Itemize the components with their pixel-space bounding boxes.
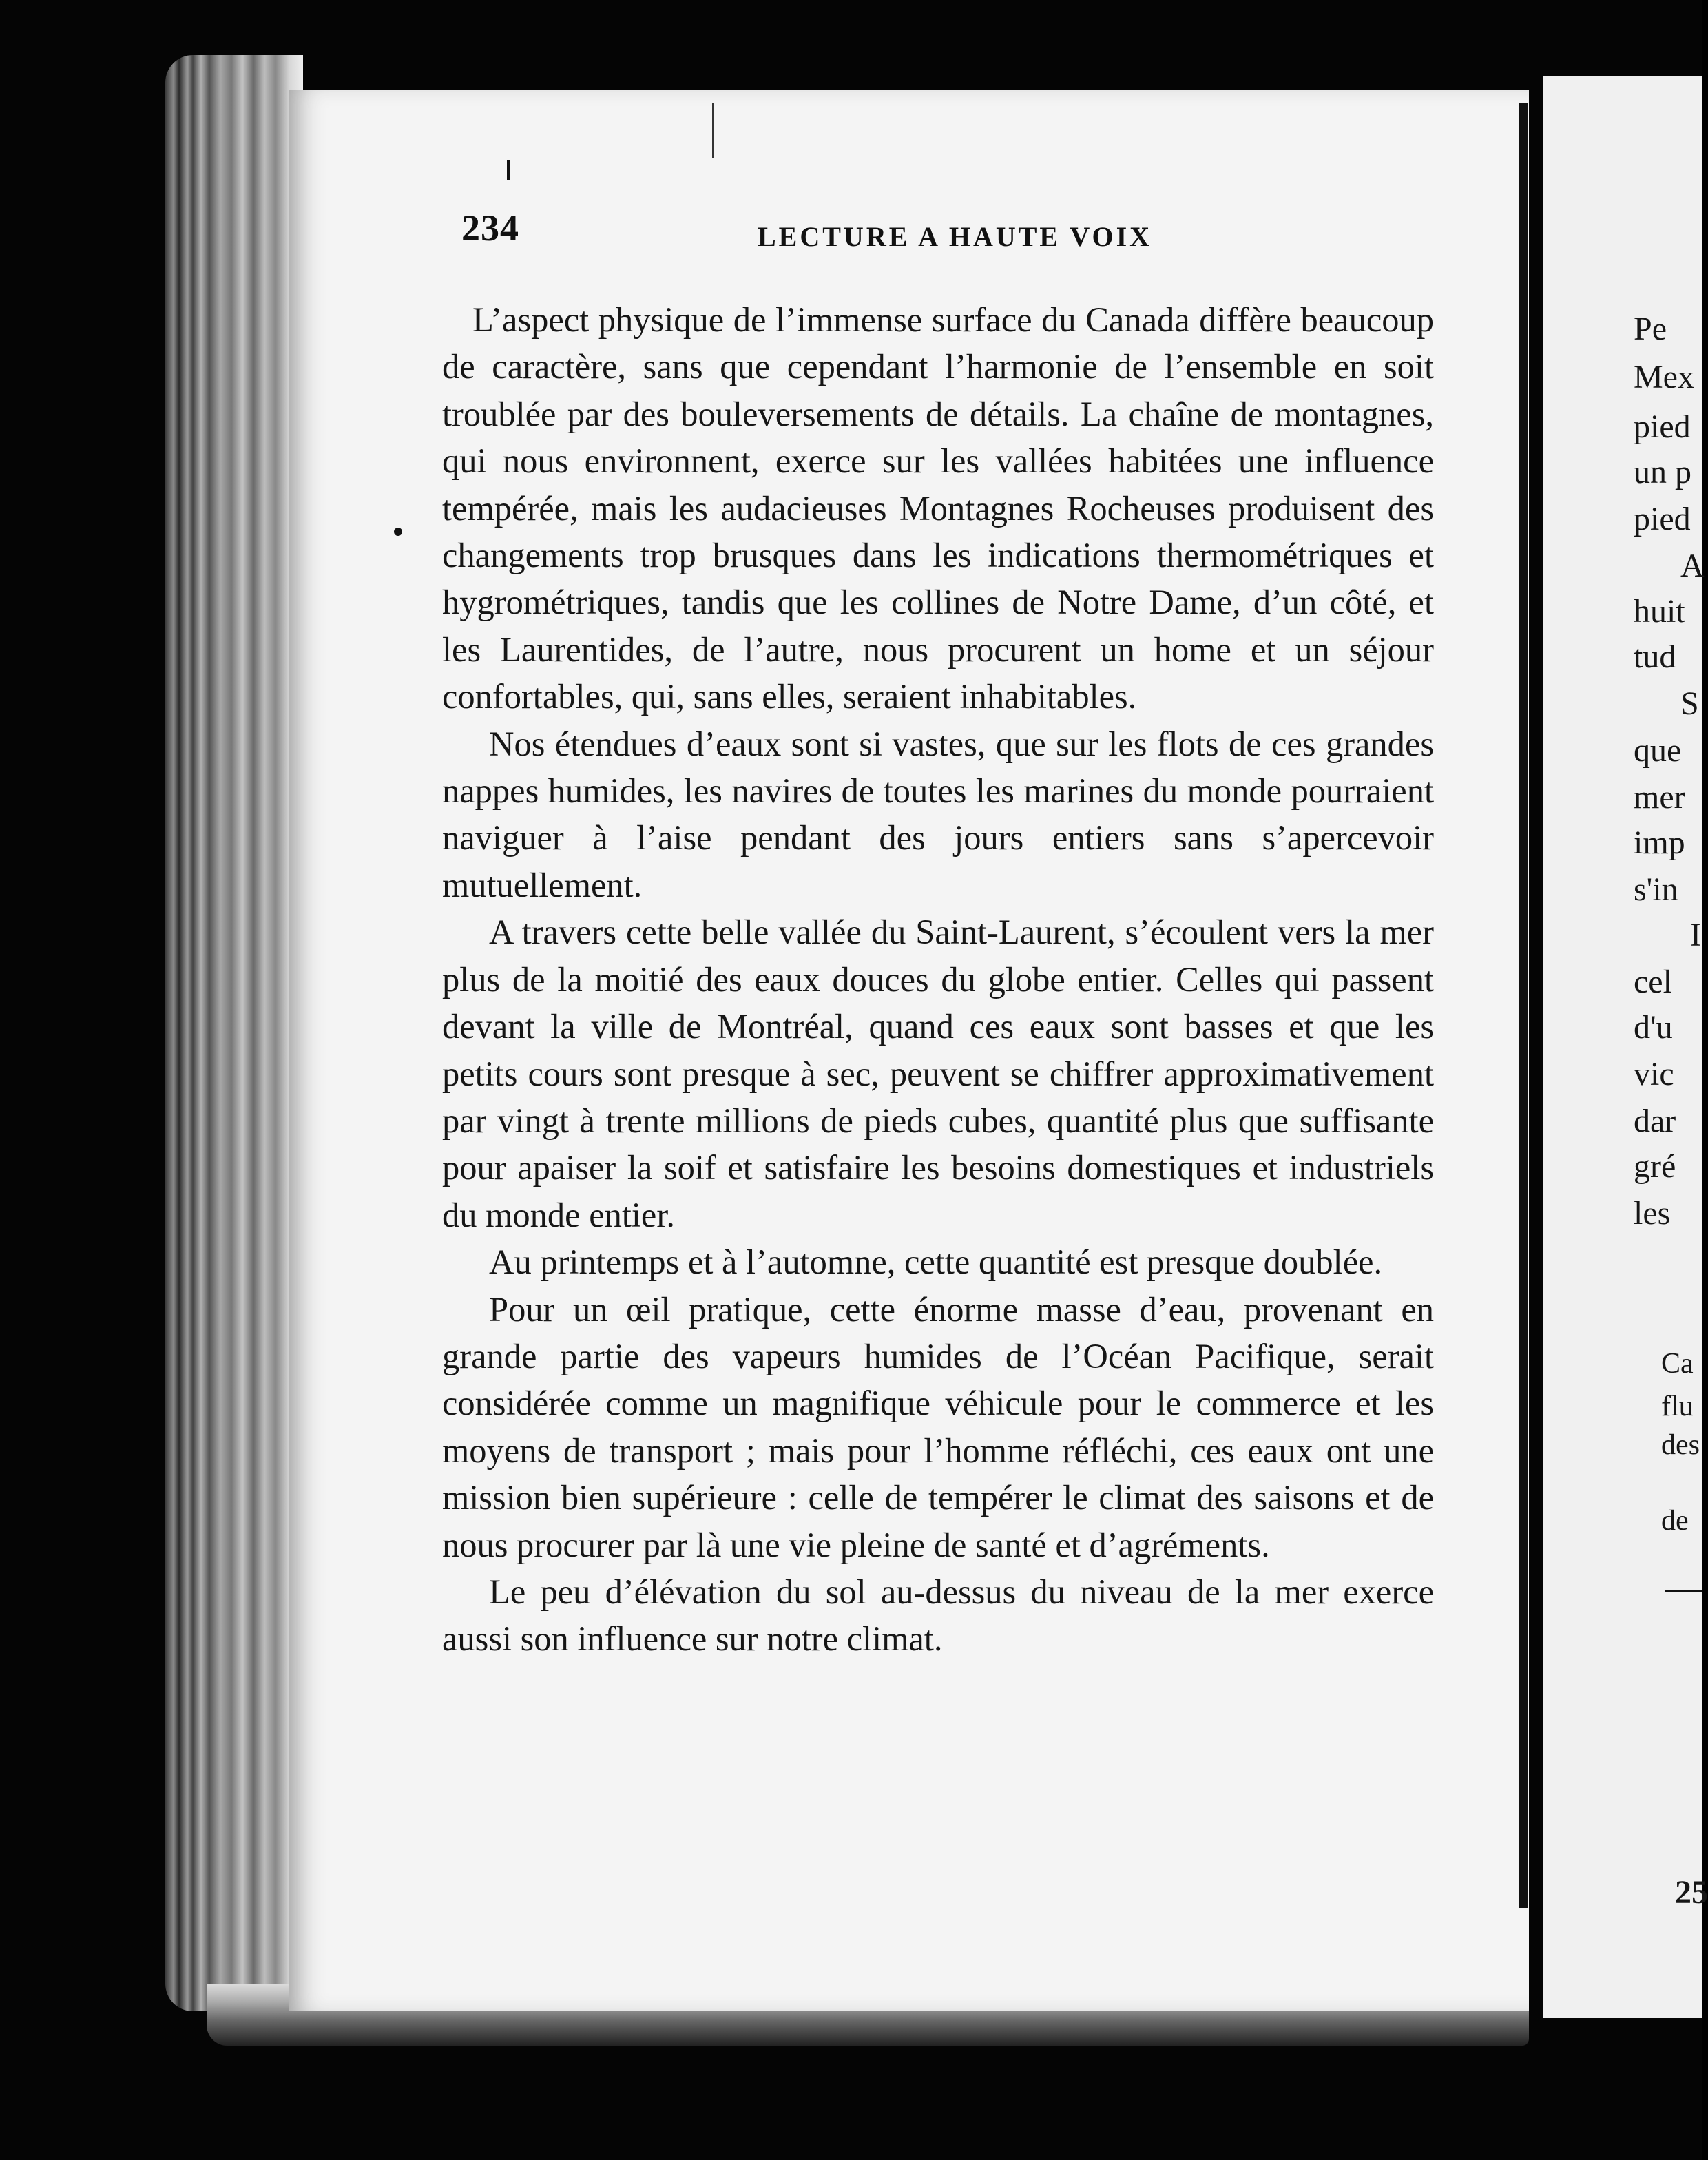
page-number: 234 xyxy=(461,207,519,249)
paragraph: L’aspect physique de l’immense surface du Canada diffère beaucoup de caractère, sans que cependant l’harmonie de l’ensemble en soit troublée par des bouleversements de détails. La chaîne de montagnes, qui nous environnent, exerce sur les vallées habitées une influence tempérée, mais les audacieuses Montagnes Rocheuses produisent des changements trop brusques dans les indications thermométriques et hygrométriques, tandis que les collines de Notre Dame, d’un côté, et les Laurentides, de l’autre, nous procurent un home et un séjour confortables, qui, sans elles, seraient inhabitables. xyxy=(442,300,1434,716)
paragraph: Pour un œil pratique, cette énorme masse d’eau, provenant en grande partie des vapeurs humides de l’Océan Pacifique, serait considérée comme un magnifique véhicule pour le commerce et les moyens de transport ; mais pour l’homme réfléchi, ces eaux ont une mission bien supérieure : celle de tempérer le climat des saisons et de nous procurer par là une vie pleine de santé et d’agréments. xyxy=(442,1289,1434,1564)
right-page-fragment: un p xyxy=(1634,454,1691,490)
right-page-fragment: mer xyxy=(1634,779,1685,816)
right-page-fragment: vic xyxy=(1634,1056,1674,1092)
paragraph: Nos étendues d’eaux sont si vastes, que sur les flots de ces grandes nappes humides, les navires de toutes les marines du monde pourraient naviguer à l’aise pendant des jours entiers sans s’apercevoir mutuellement. xyxy=(442,724,1434,904)
right-page-fragment: Ca xyxy=(1661,1348,1694,1380)
paragraph: Au printemps et à l’automne, cette quantité est presque doublée. xyxy=(489,1243,1383,1282)
right-page-number-fragment: 25 xyxy=(1675,1874,1708,1911)
right-page-fragment: pied xyxy=(1634,408,1691,445)
right-page-fragment: I xyxy=(1690,917,1701,953)
page-gutter xyxy=(1519,103,1528,1908)
right-page-fragment: pied xyxy=(1634,501,1691,537)
right-page-fragment: A xyxy=(1680,548,1705,584)
right-page-fragment: des xyxy=(1661,1429,1700,1461)
right-page-fragment: les xyxy=(1634,1195,1671,1232)
running-head: LECTURE A HAUTE VOIX xyxy=(758,221,1153,252)
rule-fragment xyxy=(1665,1590,1702,1592)
right-page-fragment: que xyxy=(1634,732,1682,769)
right-page-fragment: cel xyxy=(1634,964,1672,1000)
right-page-fragment: gré xyxy=(1634,1148,1676,1185)
ink-speck xyxy=(394,528,402,536)
right-page-fragment: Mex xyxy=(1634,359,1694,395)
right-page-fragment: flu xyxy=(1661,1391,1694,1422)
page-body-text xyxy=(442,296,1434,1663)
right-page-fragment: tud xyxy=(1634,638,1676,675)
right-page-fragment: imp xyxy=(1634,824,1685,861)
right-page-fragment: d'u xyxy=(1634,1009,1673,1046)
right-page-fragment: S xyxy=(1680,685,1699,722)
ink-speck xyxy=(712,103,714,158)
right-page-fragment: huit xyxy=(1634,593,1685,630)
paragraph: A travers cette belle vallée du Saint-Laurent, s’écoulent vers la mer plus de la moitié des eaux douces du globe entier. Celles qui passent devant la ville de Montréal, quand ces eaux sont basses et que les petits cours sont presque à sec, peuvent se chiffrer approximativement par vingt à trente millions de pieds cubes, quantité plus que suffisante pour apaiser la soif et satisfaire les besoins domestiques et industriels du monde entier. xyxy=(442,913,1434,1234)
ink-speck xyxy=(507,160,510,180)
right-page-fragment: de xyxy=(1661,1505,1689,1537)
right-page-fragment: dar xyxy=(1634,1103,1676,1139)
right-page-fragment: Pe xyxy=(1634,311,1667,347)
right-page-fragment: s'in xyxy=(1634,871,1678,908)
book-page-edges xyxy=(165,55,303,2011)
paragraph: Le peu d’élévation du sol au-dessus du niveau de la mer exerce aussi son influence sur notre climat. xyxy=(442,1572,1434,1659)
